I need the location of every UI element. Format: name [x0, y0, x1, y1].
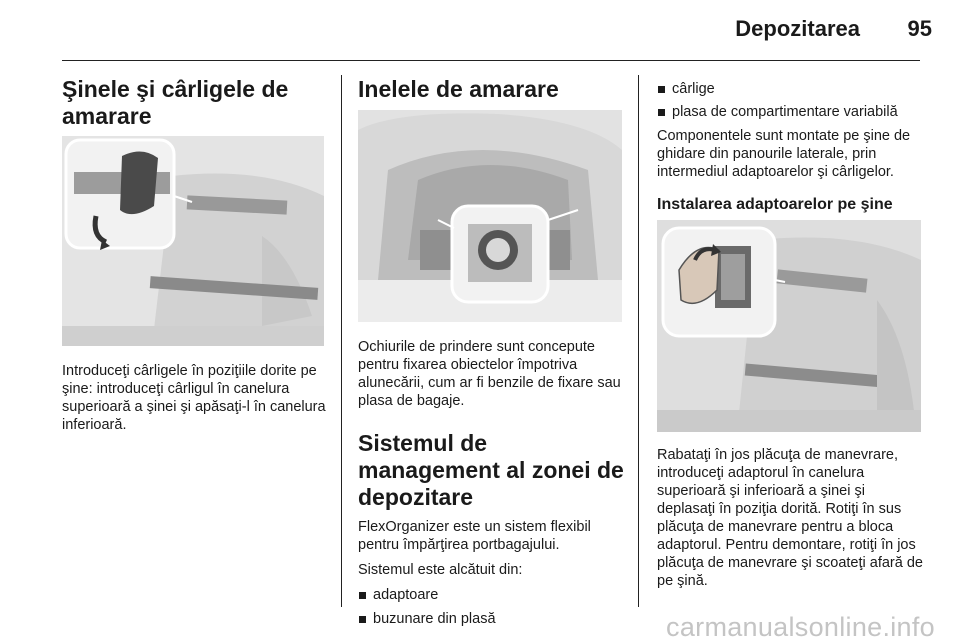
list-item: buzunare din plasă: [358, 610, 626, 628]
subheading-install-adapters: Instalarea adaptoarelor pe şine: [657, 196, 893, 213]
figure-lashing-eyes: [358, 110, 622, 322]
watermark: carmanualsonline.info: [666, 612, 935, 642]
list-item: plasa de compartimentare variabilă: [657, 103, 925, 121]
column-divider-1: [341, 75, 342, 607]
column-3-text: [657, 446, 925, 590]
section-title: Depozitarea: [735, 16, 860, 41]
paragraph-insert-hooks: Introduceţi cârligele în poziţiile dorite pe şine: introduceţi cârligul în canelura superioară a şinei şi apăsaţi-l în canelura inferioară.: [62, 363, 326, 433]
list-item: cârlige: [657, 80, 925, 98]
illustration-lashing-eyes: [358, 110, 622, 322]
paragraph-system-contents: Sistemul este alcătuit din:: [358, 562, 523, 578]
heading-storage-management: Sistemul de management al zonei de depozitare: [358, 430, 624, 510]
figure-install-adapters: [657, 220, 921, 432]
bullet-square-icon: [359, 616, 366, 623]
illustration-install-adapters: [657, 220, 921, 432]
heading-rails-hooks: Şinele şi cârligele de amarare: [62, 76, 289, 129]
header-divider: [62, 60, 920, 61]
column-2-text: [358, 338, 626, 628]
paragraph-install-instructions: Rabataţi în jos plăcuţa de manevrare, introduceţi adaptorul în canelura superioară şi inferioară a şinei şi deplasaţi în poziţia dorită. Rotiţi în sus plăcuţa de manevrare pentru a bloca adaptorul. Pentru demontare, rotiţi în jos plăcuţa de manevrare şi scoateţi afară de pe şină.: [657, 447, 923, 589]
bullet-square-icon: [658, 86, 665, 93]
column-divider-2: [638, 75, 639, 607]
heading-lashing-eyes: Inelele de amarare: [358, 76, 559, 102]
paragraph-components: Componentele sunt montate pe şine de ghidare din panourile laterale, prin intermediul adaptoarelor şi cârligelor.: [657, 128, 911, 180]
column-1-text: [62, 362, 330, 434]
figure-rails-hooks: [62, 136, 324, 346]
column-2: [358, 76, 626, 103]
list-item: adaptoare: [358, 586, 626, 604]
bullet-square-icon: [658, 109, 665, 116]
paragraph-lashing-eyes: Ochiurile de prindere sunt concepute pentru fixarea obiectelor împotriva alunecării, cum ar fi benzile de fixare sau plasa de bagaje.: [358, 339, 621, 409]
column-3: [657, 76, 925, 215]
paragraph-flexorganizer: FlexOrganizer este un sistem flexibil pentru împărţirea portbagajului.: [358, 519, 591, 553]
illustration-rails-hooks: [62, 136, 324, 346]
page-number: 95: [907, 16, 932, 41]
bullet-square-icon: [359, 592, 366, 599]
column-1: [62, 76, 330, 130]
